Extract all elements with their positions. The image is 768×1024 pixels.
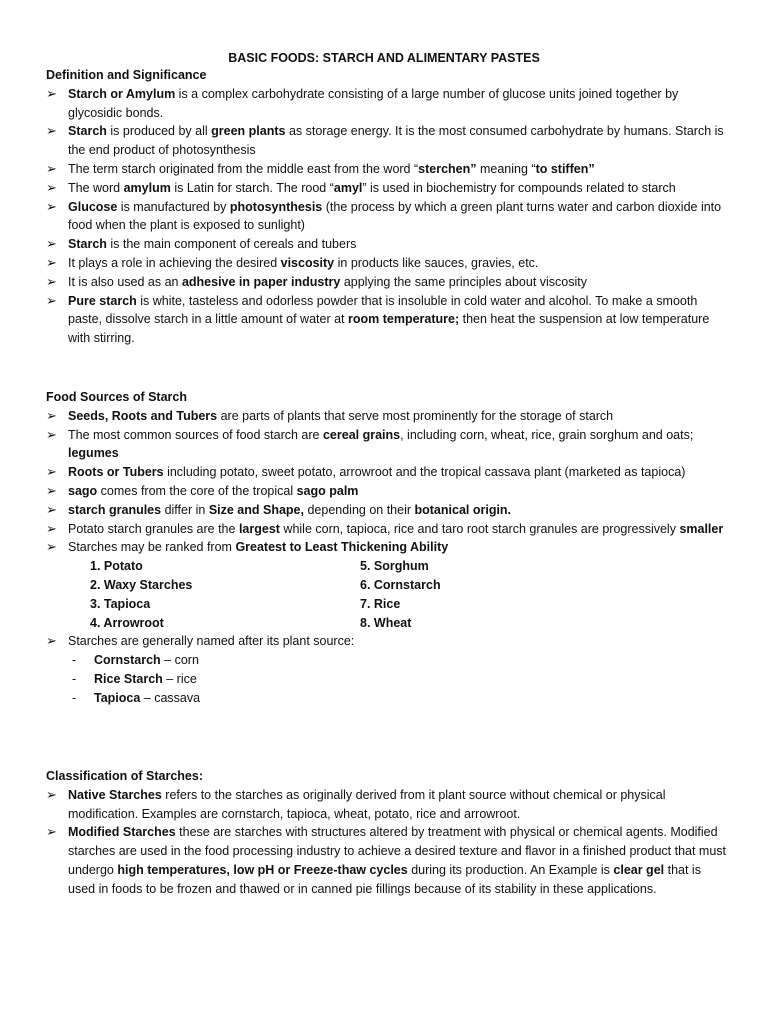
bold-text: largest: [238, 521, 280, 536]
list-item: [72, 689, 726, 708]
named-intro: [46, 632, 726, 651]
list-item: [46, 823, 726, 898]
text-run: is the main component of cereals and tubers: [106, 237, 357, 252]
bold-text: Tapioca: [94, 690, 141, 705]
bold-text: Starch: [68, 124, 107, 139]
text-run: as storage energy. It is the most consumed carbohydrate by humans. Starch is the end product of photosynthesis: [68, 124, 724, 158]
bold-text: adhesive in paper industry: [181, 274, 341, 289]
document-title: BASIC FOODS: STARCH AND ALIMENTARY PASTES: [228, 51, 540, 65]
list-item: [46, 463, 726, 482]
sources-list: [46, 407, 726, 557]
text-run: these are starches with structures altered by treatment with physical or chemical agents. Modified starches are used in the food processing industry to achieve a desired texture and flavor in a finished product that must undergo: [68, 825, 727, 877]
bold-text: green plants: [211, 124, 286, 139]
text-run: that is used in foods to be frozen and thawed or in canned pie fillings because of its stability in these applications.: [68, 862, 701, 896]
list-item: [46, 786, 726, 824]
bold-text: photosynthesis: [229, 199, 323, 214]
rank-item: 8. Wheat: [360, 615, 412, 630]
bold-text: Native Starches: [68, 787, 162, 802]
bold-text: Glucose: [68, 199, 118, 214]
text-run: then heat the suspension at low temperature with stirring.: [68, 312, 710, 346]
text-run: meaning “: [476, 161, 536, 176]
list-item: [46, 198, 726, 236]
bold-text: Size and Shape,: [208, 502, 304, 517]
text-run: is manufactured by: [117, 199, 230, 214]
text-run: is white, tasteless and odorless powder that is insoluble in cold water and alcohol. To make a smooth paste, dissolve starch in a little amount of water at: [68, 293, 698, 327]
bold-text: sterchen”: [418, 161, 477, 176]
text-run: It plays a role in achieving the desired: [68, 255, 281, 270]
text-run: It is also used as an: [68, 274, 182, 289]
list-item: [46, 85, 726, 123]
bold-text: sago palm: [296, 483, 359, 498]
thickening-ranking: [90, 557, 726, 632]
text-run: (the process by which a green plant turns water and carbon dioxide into food when the plant is exposed to sunlight): [68, 199, 722, 233]
text-run: – cassava: [140, 690, 201, 705]
text-run: including potato, sweet potato, arrowroot and the tropical cassava plant (marketed as tapioca): [163, 465, 686, 480]
sources-section: [46, 388, 726, 708]
classification-section: [46, 767, 726, 899]
rank-item: 5. Sorghum: [360, 559, 429, 574]
text-run: The word: [68, 180, 124, 195]
rank-item: 6. Cornstarch: [360, 577, 441, 592]
sources-heading: Food Sources of Starch: [46, 390, 187, 404]
list-item: [46, 538, 726, 557]
text-run: – rice: [162, 671, 197, 686]
named-sources-list: [72, 651, 726, 707]
text-run: during its production. An Example is: [407, 862, 614, 877]
text-run: differ in: [161, 502, 209, 517]
list-item: [72, 651, 726, 670]
named-intro-list: [46, 632, 726, 651]
text-run: Starches may be ranked from: [68, 540, 236, 555]
classification-list: [46, 786, 726, 899]
bold-text: room temperature;: [348, 312, 460, 327]
bold-text: Seeds, Roots and Tubers: [68, 408, 218, 423]
rank-item: 1. Potato: [90, 559, 143, 574]
list-item: [46, 179, 726, 198]
list-item: [46, 520, 726, 539]
bold-text: Starch: [68, 237, 107, 252]
bold-text: viscosity: [280, 255, 335, 270]
list-item: [72, 670, 726, 689]
text-run: while corn, tapioca, rice and taro root starch granules are progressively: [279, 521, 680, 536]
list-item: [46, 235, 726, 254]
bold-text: Modified Starches: [68, 825, 176, 840]
list-item: [46, 426, 726, 464]
text-run: Potato starch granules are the: [68, 521, 239, 536]
rank-item: 3. Tapioca: [90, 596, 151, 611]
bold-text: Pure starch: [68, 293, 137, 308]
text-run: are parts of plants that serve most prominently for the storage of starch: [217, 408, 614, 423]
text-run: , including corn, wheat, rice, grain sorghum and oats;: [400, 427, 694, 442]
rank-item: 4. Arrowroot: [90, 615, 164, 630]
bold-text: Starch or Amylum: [68, 86, 176, 101]
list-item: [46, 254, 726, 273]
text-run: is Latin for starch. The rood “: [170, 180, 334, 195]
definition-list: [46, 85, 726, 348]
bold-text: cereal grains: [322, 427, 401, 442]
definition-section: [46, 66, 726, 348]
bold-text: clear gel: [613, 862, 665, 877]
list-item: [46, 292, 726, 348]
text-run: The term starch originated from the middle east from the word “: [68, 161, 419, 176]
text-run: applying the same principles about viscosity: [340, 274, 587, 289]
bold-text: high temperatures, low pH or Freeze-thaw cycles: [117, 862, 408, 877]
text-run: is a complex carbohydrate consisting of a large number of glucose units joined together by glycosidic bonds.: [68, 86, 679, 120]
bold-text: smaller: [679, 521, 724, 536]
bold-text: Greatest to Least Thickening Ability: [235, 540, 449, 555]
text-run: refers to the starches as originally derived from it plant source without chemical or physical modification. Examples are cornstarch, tapioca, wheat, potato, rice and arrowroot.: [68, 787, 666, 821]
list-item: [46, 482, 726, 501]
definition-heading: Definition and Significance: [46, 68, 207, 82]
bold-text: amylum: [123, 180, 171, 195]
list-item: [46, 160, 726, 179]
list-item: [46, 273, 726, 292]
text-run: – corn: [160, 653, 199, 668]
classification-heading: Classification of Starches:: [46, 769, 203, 783]
bold-text: Cornstarch: [94, 653, 161, 668]
list-item: [46, 407, 726, 426]
bold-text: botanical origin.: [414, 502, 512, 517]
bold-text: sago: [68, 483, 98, 498]
text-run: Starches are generally named after its plant source:: [68, 634, 355, 649]
text-run: in products like sauces, gravies, etc.: [334, 255, 539, 270]
bold-text: to stiffen”: [535, 161, 595, 176]
text-run: The most common sources of food starch are: [68, 427, 323, 442]
rank-item: 2. Waxy Starches: [90, 577, 193, 592]
bold-text: Roots or Tubers: [68, 465, 164, 480]
bold-text: legumes: [68, 446, 119, 461]
list-item: [46, 122, 726, 160]
text-run: depending on their: [303, 502, 415, 517]
text-run: comes from the core of the tropical: [97, 483, 297, 498]
bold-text: Rice Starch: [94, 671, 163, 686]
rank-item: 7. Rice: [360, 596, 401, 611]
bold-text: starch granules: [68, 502, 162, 517]
bold-text: amyl: [333, 180, 363, 195]
text-run: ” is used in biochemistry for compounds related to starch: [362, 180, 676, 195]
text-run: is produced by all: [106, 124, 212, 139]
list-item: [46, 501, 726, 520]
